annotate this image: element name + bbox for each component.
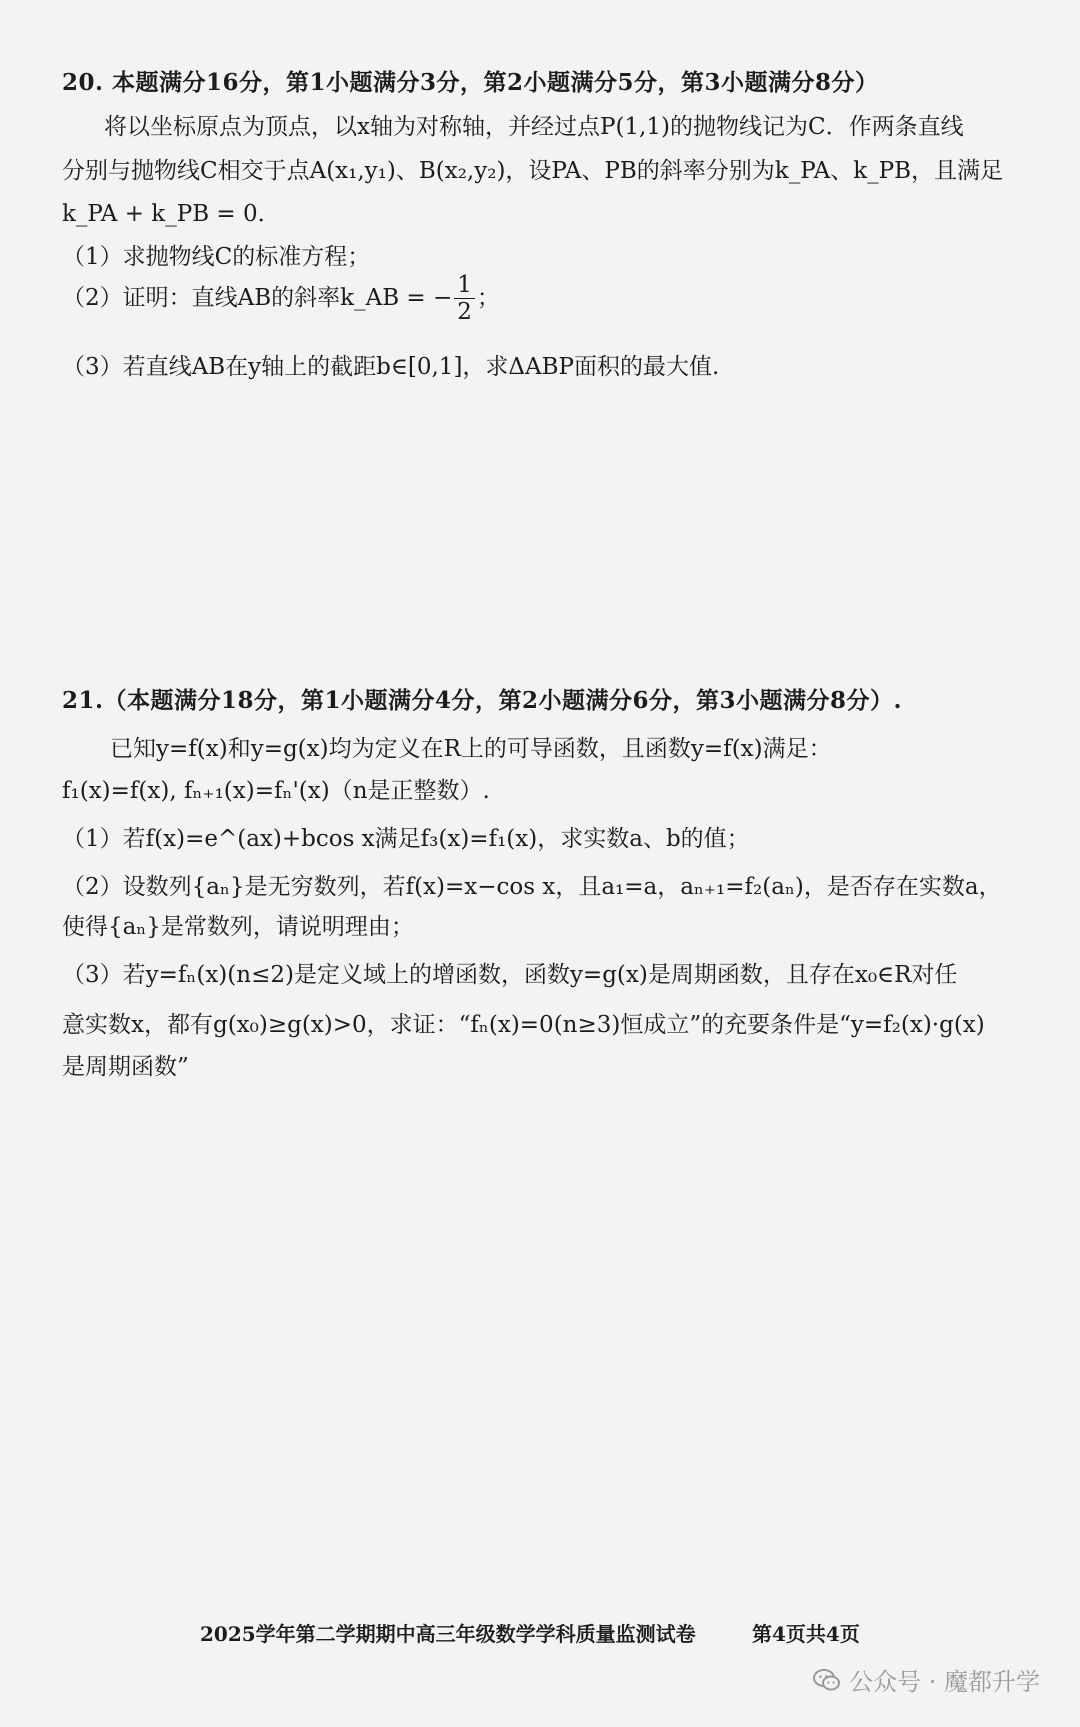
- footer-page-number: 第4页共4页: [752, 1622, 860, 1646]
- q21-part3-line2: 意实数x，都有g(x₀)≥g(x)>0，求证：“fₙ(x)=0(n≥3)恒成立”的充要条件是“y=f₂(x)·g(x): [62, 1012, 985, 1038]
- q21-part3-line3: 是周期函数”: [62, 1054, 189, 1080]
- q20-header: 20. 本题满分16分，第1小题满分3分，第2小题满分5分，第3小题满分8分）: [62, 69, 879, 96]
- q21-header: 21.（本题满分18分，第1小题满分4分，第2小题满分6分，第3小题满分8分）.: [62, 687, 903, 714]
- watermark-text: 公众号 · 魔都升学: [849, 1668, 1040, 1696]
- q20-stem-line2: 分别与抛物线C相交于点A(x₁,y₁)、B(x₂,y₂)，设PA、PB的斜率分别为k_PA、k_PB，且满足: [62, 158, 1004, 184]
- q20-part2-fraction: [454, 272, 475, 326]
- q21-part3-line1: （3）若y=fₙ(x)(n≤2)是定义域上的增函数，函数y=g(x)是周期函数，且存在x₀∈R对任: [62, 962, 958, 988]
- q21-stem-line2: f₁(x)=f(x), fₙ₊₁(x)=fₙ'(x)（n是正整数）.: [62, 778, 490, 804]
- q21-part2-line2: 使得{aₙ}是常数列，请说明理由；: [62, 914, 414, 940]
- q20-part1: （1）求抛物线C的标准方程；: [62, 244, 371, 270]
- q21-part1: （1）若f(x)=e^(ax)+bcos x满足f₃(x)=f₁(x)，求实数a、b的值；: [62, 826, 750, 852]
- q20-stem-line1: 将以坐标原点为顶点，以x轴为对称轴，并经过点P(1,1)的抛物线记为C．作两条直线: [104, 114, 964, 140]
- q21-stem-line1: 已知y=f(x)和y=g(x)均为定义在R上的可导函数，且函数y=f(x)满足：: [110, 736, 832, 762]
- footer-title: 2025学年第二学期期中高三年级数学学科质量监测试卷: [200, 1622, 696, 1646]
- fraction-numerator: 1: [454, 272, 475, 299]
- q20-part2-prefix: （2）证明：直线AB的斜率k_AB = −: [62, 284, 453, 311]
- fraction-denominator: 2: [457, 299, 472, 326]
- q20-part2-suffix: ；: [476, 284, 500, 311]
- watermark: [813, 1662, 1040, 1697]
- q20-stem-line3: k_PA + k_PB = 0．: [62, 201, 281, 227]
- q21-part2-line1: （2）设数列{aₙ}是无穷数列，若f(x)=x−cos x，且a₁=a，aₙ₊₁=f₂(aₙ)，是否存在实数a，: [62, 874, 1002, 900]
- wechat-icon: [813, 1668, 841, 1692]
- q20-part3: （3）若直线AB在y轴上的截距b∈[0,1]，求ΔABP面积的最大值.: [62, 354, 720, 380]
- q20-part2: [62, 272, 500, 326]
